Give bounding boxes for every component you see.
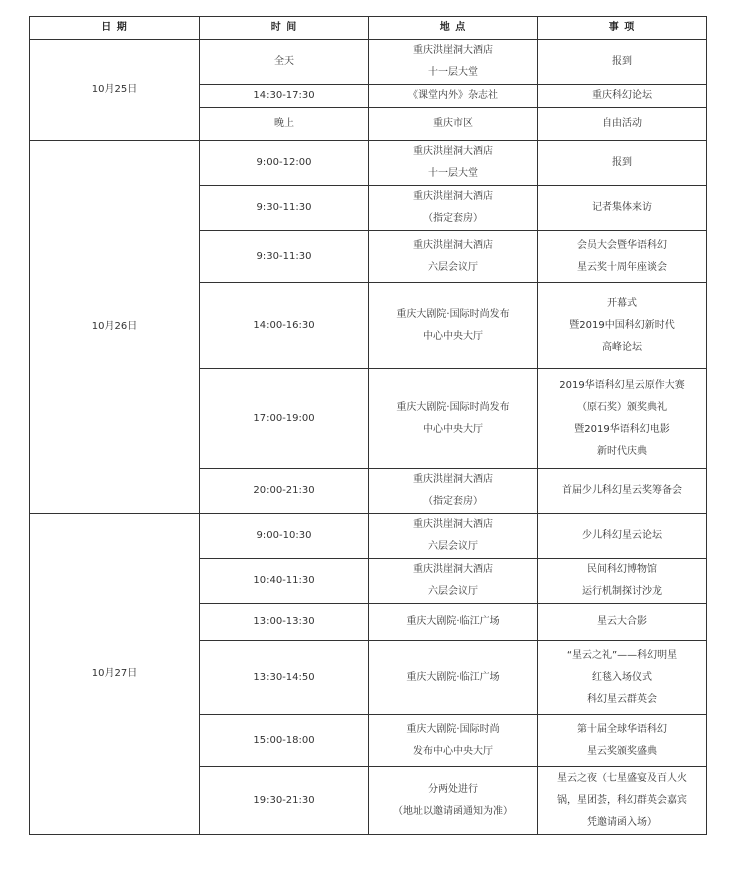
event-line: 星云之夜（七星盛宴及百人火 [557,772,687,784]
date-cell: 10月27日 [30,514,200,835]
event-cell [538,641,707,715]
event-line: 首届少儿科幻星云奖筹备会 [562,485,682,496]
header-time: 时 间 [200,17,369,40]
event-cell [538,514,707,559]
event-line: 星云奖十周年座谈会 [577,261,667,273]
table-row [30,141,707,186]
event-line: 少儿科幻星云论坛 [582,530,662,541]
event-cell [538,767,707,835]
event-line: 星云奖颁奖盛典 [587,745,657,757]
place-cell [369,283,538,369]
place-line: 重庆大剧院·国际时尚发布 [396,401,510,413]
time-cell: 9:00-12:00 [200,141,369,186]
event-line: 民间科幻博物馆 [587,564,657,575]
place-cell [369,231,538,283]
event-cell [538,231,707,283]
event-line: 锅，星团荟，科幻群英会嘉宾 [557,794,687,806]
event-line: 自由活动 [602,118,642,129]
event-cell [538,141,707,186]
table-row [30,40,707,85]
event-line: 开幕式 [607,297,637,309]
place-cell [369,186,538,231]
place-cell [369,141,538,186]
place-line: 重庆洪崖洞大酒店 [413,239,493,251]
event-cell [538,283,707,369]
time-cell: 9:30-11:30 [200,231,369,283]
place-line: 重庆大剧院·临江广场 [406,671,500,683]
time-cell: 14:00-16:30 [200,283,369,369]
place-line: （地址以邀请函通知为准） [393,805,513,817]
place-line: 发布中心中央大厅 [413,745,493,757]
event-line: 报到 [612,56,632,67]
time-cell: 14:30-17:30 [200,85,369,108]
place-line: （指定套房） [423,496,483,507]
event-line: 报到 [612,157,632,168]
event-line: “星云之礼”——科幻明星 [566,649,678,661]
place-line: 重庆洪崖洞大酒店 [413,474,493,485]
place-cell [369,641,538,715]
event-cell [538,715,707,767]
place-line: 六层会议厅 [428,586,478,597]
place-cell [369,85,538,108]
time-cell: 9:00-10:30 [200,514,369,559]
place-cell [369,40,538,85]
date-cell: 10月26日 [30,141,200,514]
place-line: 中心中央大厅 [423,330,483,342]
time-cell: 全天 [200,40,369,85]
header-row [30,17,707,40]
date-cell: 10月25日 [30,40,200,141]
time-cell: 20:00-21:30 [200,469,369,514]
place-line: 重庆市区 [433,118,473,129]
schedule-table [29,16,707,835]
place-line: 重庆洪崖洞大酒店 [413,564,493,575]
place-line: 重庆洪崖洞大酒店 [413,146,493,157]
event-line: 科幻星云群英会 [587,693,657,705]
place-cell [369,767,538,835]
place-cell [369,514,538,559]
event-line: 新时代庆典 [597,445,647,457]
time-cell: 9:30-11:30 [200,186,369,231]
event-line: 星云大合影 [597,616,647,627]
time-cell: 13:30-14:50 [200,641,369,715]
place-line: 六层会议厅 [428,261,478,273]
header-place: 地 点 [369,17,538,40]
event-line: 2019华语科幻星云原作大赛 [559,379,685,391]
event-cell [538,186,707,231]
event-cell [538,85,707,108]
place-line: 重庆大剧院·国际时尚发布 [396,308,510,320]
place-cell [369,108,538,141]
event-line: 红毯入场仪式 [592,671,652,683]
place-line: 重庆大剧院·国际时尚 [406,723,500,735]
place-cell [369,469,538,514]
place-line: 《课堂内外》杂志社 [408,90,498,101]
place-line: 重庆大剧院·临江广场 [406,616,500,627]
header-event: 事 项 [538,17,707,40]
event-cell [538,369,707,469]
place-cell [369,559,538,604]
event-cell [538,40,707,85]
event-line: 第十届全球华语科幻 [577,723,667,735]
place-line: 重庆洪崖洞大酒店 [413,519,493,530]
event-line: 运行机制探讨沙龙 [582,586,662,597]
place-cell [369,369,538,469]
event-cell [538,469,707,514]
event-cell [538,559,707,604]
event-line: 暨2019中国科幻新时代 [569,319,675,331]
place-line: 十一层大堂 [428,168,478,179]
time-cell: 10:40-11:30 [200,559,369,604]
place-line: 中心中央大厅 [423,423,483,435]
event-cell [538,604,707,641]
time-cell: 17:00-19:00 [200,369,369,469]
event-cell [538,108,707,141]
time-cell: 13:00-13:30 [200,604,369,641]
time-cell: 15:00-18:00 [200,715,369,767]
time-cell: 19:30-21:30 [200,767,369,835]
event-line: 凭邀请函入场） [587,816,657,828]
header-date: 日 期 [30,17,200,40]
event-line: 重庆科幻论坛 [592,90,652,101]
place-cell [369,715,538,767]
place-line: 重庆洪崖洞大酒店 [413,191,493,202]
event-line: 记者集体来访 [592,202,652,213]
schedule-body [30,40,707,835]
table-row [30,514,707,559]
place-line: （指定套房） [423,213,483,224]
event-line: 会员大会暨华语科幻 [577,239,667,251]
place-line: 重庆洪崖洞大酒店 [413,45,493,56]
place-cell [369,604,538,641]
event-line: 暨2019华语科幻电影 [574,423,670,435]
time-cell: 晚上 [200,108,369,141]
place-line: 十一层大堂 [428,67,478,78]
event-line: 高峰论坛 [602,341,642,353]
place-line: 分两处进行 [428,783,478,795]
place-line: 六层会议厅 [428,541,478,552]
event-line: （原石奖）颁奖典礼 [577,401,667,413]
